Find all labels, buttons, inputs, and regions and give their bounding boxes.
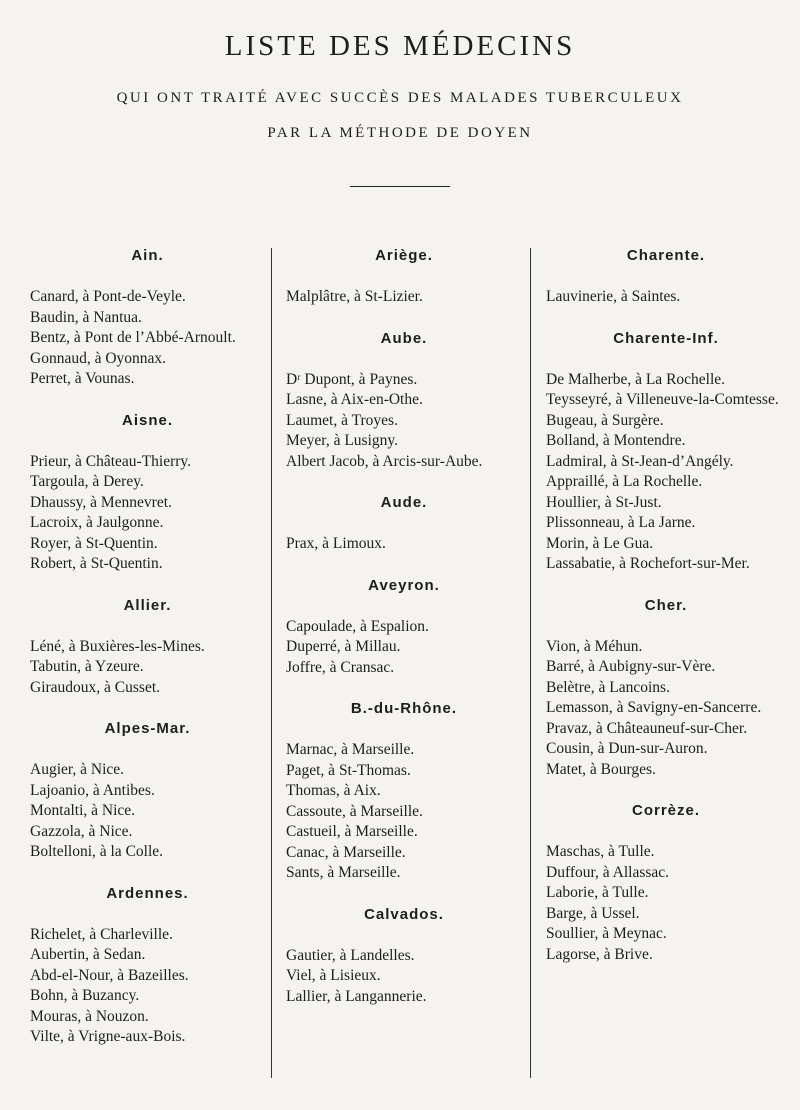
doctor-entry: Boltelloni, à la Colle.	[30, 843, 164, 860]
department-heading: B.-du-Rhône.	[350, 700, 458, 717]
doctor-entry: Capoulade, à Espalion.	[286, 617, 429, 635]
doctor-entry: Gautier, à Landelles.	[286, 946, 415, 964]
doctor-entry: Duffour, à Allassac.	[546, 863, 670, 881]
doctor-entry: Appraillé, à La Rochelle.	[546, 473, 703, 490]
column-1	[30, 246, 265, 1048]
doctor-entry: Lasne, à Aix-en-Othe.	[286, 391, 423, 408]
doctor-entry: Dhaussy, à Mennevret.	[30, 493, 172, 511]
department-section	[546, 801, 786, 965]
doctor-entry: Targoula, à Derey.	[30, 473, 144, 490]
section-spacer	[30, 863, 265, 884]
section-spacer	[286, 555, 522, 576]
doctor-entry: Ladmiral, à St-Jean-d’Angély.	[546, 452, 734, 470]
doctor-entry: Lauvinerie, à Saintes.	[546, 288, 681, 305]
department-heading: Charente-Inf.	[613, 329, 719, 347]
doctor-entry: Albert Jacob, à Arcis-sur-Aube.	[286, 452, 483, 470]
department-heading: Aveyron.	[368, 576, 440, 594]
doctor-entry: Maschas, à Tulle.	[546, 843, 655, 860]
doctor-entry: Cousin, à Dun-sur-Auron.	[546, 740, 708, 757]
department-section	[286, 493, 522, 555]
department-heading: Cher.	[644, 596, 688, 614]
doctor-entry: Dʳ Dupont, à Paynes.	[286, 370, 418, 388]
department-section	[286, 699, 522, 884]
doctor-entry: Teysseyré, à Villeneuve-la-Comtesse.	[546, 391, 779, 408]
department-heading: Aisne.	[121, 411, 173, 429]
section-spacer	[30, 575, 265, 596]
doctor-entry: Gazzola, à Nice.	[30, 822, 133, 840]
doctor-entry: Cassoute, à Marseille.	[286, 802, 423, 820]
section-spacer	[546, 575, 786, 596]
department-section	[286, 329, 522, 473]
doctor-entry: Baudin, à Nantua.	[30, 308, 142, 326]
doctor-entry: Belètre, à Lancoins.	[546, 678, 670, 696]
doctor-entry: Soullier, à Meynac.	[546, 925, 667, 942]
column-3	[546, 246, 786, 965]
doctor-entry: Paget, à St-Thomas.	[286, 761, 411, 779]
department-heading: Charente.	[626, 247, 706, 264]
page-title: LISTE DES MÉDECINS	[224, 30, 576, 62]
department-section	[546, 596, 786, 781]
doctor-entry: Joffre, à Cransac.	[286, 658, 395, 676]
section-spacer	[286, 308, 522, 329]
department-section	[546, 329, 786, 575]
department-heading: Ariège.	[375, 247, 433, 264]
doctor-entry: Prax, à Limoux.	[286, 535, 386, 552]
doctor-entry: Mouras, à Nouzon.	[30, 1007, 149, 1025]
department-section	[286, 576, 522, 679]
doctor-entry: Bohn, à Buzancy.	[30, 987, 140, 1004]
department-section	[30, 719, 265, 863]
doctor-entry: Lemasson, à Savigny-en-Sancerre.	[546, 699, 762, 716]
section-spacer	[286, 884, 522, 905]
doctor-entry: Laumet, à Troyes.	[286, 411, 398, 429]
department-heading: Ain.	[131, 247, 164, 264]
doctor-entry: Matet, à Bourges.	[546, 760, 656, 778]
doctor-entry: Laborie, à Tulle.	[546, 884, 649, 901]
doctor-entry: Royer, à St-Quentin.	[30, 534, 158, 552]
department-section	[30, 246, 265, 390]
section-spacer	[546, 308, 786, 329]
doctor-entry: Bolland, à Montendre.	[546, 432, 686, 449]
doctor-entry: Canac, à Marseille.	[286, 843, 406, 861]
doctor-entry: Malplâtre, à St-Lizier.	[286, 288, 423, 305]
department-heading: Alpes-Mar.	[104, 720, 191, 737]
column-divider	[271, 248, 272, 1078]
doctor-entry: Robert, à St-Quentin.	[30, 555, 163, 572]
doctor-entry: Lacroix, à Jaulgonne.	[30, 514, 164, 531]
column-2	[286, 246, 522, 1007]
doctor-entry: Sants, à Marseille.	[286, 864, 401, 881]
doctor-entry: Léné, à Buxières-les-Mines.	[30, 637, 205, 655]
section-spacer	[30, 390, 265, 411]
doctor-entry: Lajoanio, à Antibes.	[30, 781, 155, 799]
doctor-entry: Bentz, à Pont de l’Abbé-Arnoult.	[30, 329, 236, 346]
department-heading: Aube.	[380, 329, 428, 347]
doctor-entry: Lallier, à Langannerie.	[286, 987, 427, 1005]
doctor-entry: Barge, à Ussel.	[546, 904, 640, 922]
department-heading: Calvados.	[364, 905, 444, 923]
doctor-entry: Morin, à Le Gua.	[546, 534, 654, 552]
doctor-entry: Richelet, à Charleville.	[30, 925, 173, 943]
department-heading: Corrèze.	[631, 802, 701, 819]
doctor-entry: Thomas, à Aix.	[286, 782, 381, 799]
doctor-entry: Meyer, à Lusigny.	[286, 432, 399, 449]
department-section	[30, 596, 265, 699]
doctor-entry: Bugeau, à Surgère.	[546, 411, 664, 429]
department-heading: Allier.	[123, 596, 172, 614]
doctor-entry: Lassabatie, à Rochefort-sur-Mer.	[546, 555, 750, 572]
column-divider	[530, 248, 531, 1078]
department-section	[30, 884, 265, 1048]
doctor-entry: Canard, à Pont-de-Veyle.	[30, 288, 186, 305]
doctor-entry: Lagorse, à Brive.	[546, 945, 653, 963]
doctor-entry: Giraudoux, à Cusset.	[30, 678, 161, 696]
doctor-entry: Pravaz, à Châteauneuf-sur-Cher.	[546, 719, 748, 737]
doctor-entry: Gonnaud, à Oyonnax.	[30, 349, 167, 367]
doctor-entry: Castueil, à Marseille.	[286, 823, 418, 840]
doctor-entry: Marnac, à Marseille.	[286, 741, 415, 758]
doctor-entry: Houllier, à St-Just.	[546, 493, 662, 511]
doctor-entry: Viel, à Lisieux.	[286, 967, 381, 984]
section-spacer	[546, 780, 786, 801]
doctor-entry: Barré, à Aubigny-sur-Vère.	[546, 658, 716, 675]
subtitle-line-2: PAR LA MÉTHODE DE DOYEN	[267, 125, 533, 141]
doctor-entry: Vion, à Méhun.	[546, 637, 643, 655]
section-spacer	[286, 678, 522, 699]
department-heading: Ardennes.	[106, 884, 189, 902]
doctor-entry: Montalti, à Nice.	[30, 802, 136, 819]
doctor-entry: Plissonneau, à La Jarne.	[546, 514, 696, 531]
doctor-entry: Aubertin, à Sedan.	[30, 946, 146, 963]
section-spacer	[286, 472, 522, 493]
department-section	[546, 246, 786, 308]
section-spacer	[30, 698, 265, 719]
doctor-entry: Abd-el-Nour, à Bazeilles.	[30, 966, 189, 984]
doctor-entry: Vilte, à Vrigne-aux-Bois.	[30, 1028, 186, 1045]
doctor-entry: De Malherbe, à La Rochelle.	[546, 370, 726, 388]
department-heading: Aude.	[380, 494, 428, 511]
title-rule	[350, 186, 450, 187]
doctor-entry: Perret, à Vounas.	[30, 370, 135, 387]
department-section	[286, 905, 522, 1008]
department-section	[30, 411, 265, 575]
doctor-entry: Prieur, à Château-Thierry.	[30, 452, 192, 470]
subtitle-line-1: QUI ONT TRAITÉ AVEC SUCCÈS DES MALADES TUBERCULEUX	[116, 90, 684, 106]
doctor-entry: Duperré, à Millau.	[286, 638, 401, 655]
doctor-entry: Augier, à Nice.	[30, 761, 125, 778]
department-section	[286, 246, 522, 308]
doctor-entry: Tabutin, à Yzeure.	[30, 658, 144, 675]
